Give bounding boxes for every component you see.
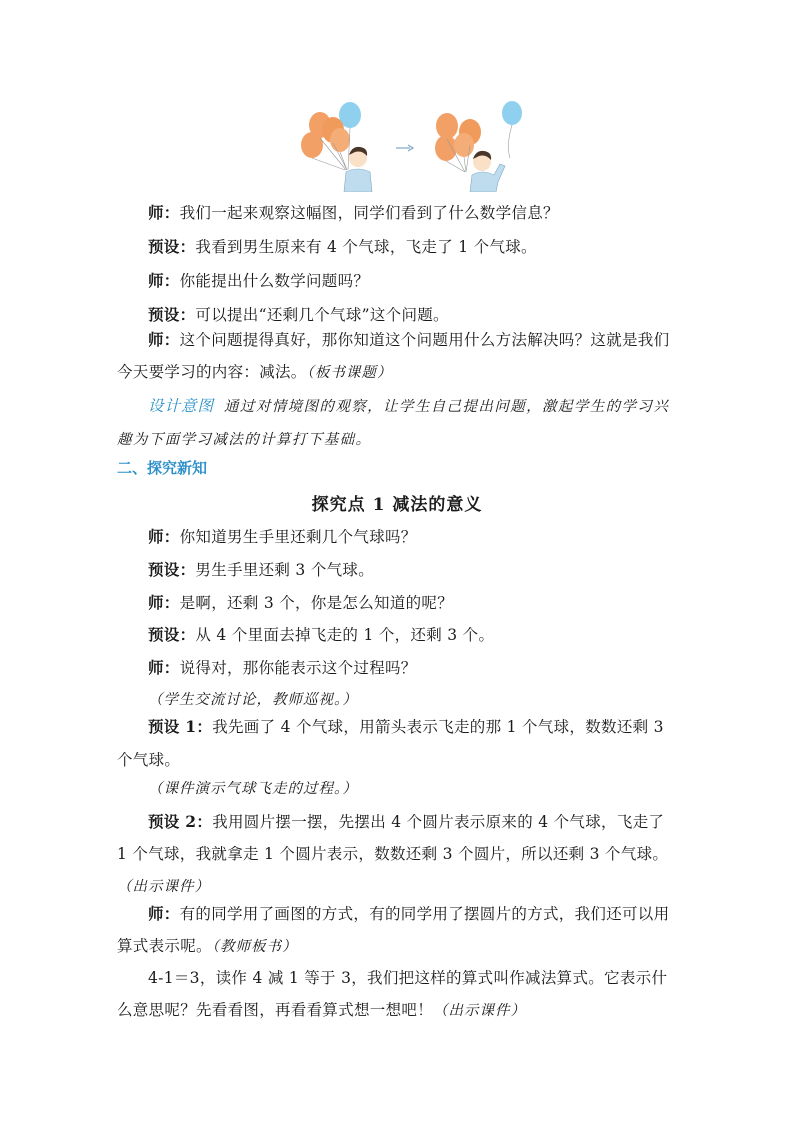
dialogue-line-3 <box>117 588 677 618</box>
line-text: 男生手里还剩 3 个气球。 <box>195 561 375 579</box>
speaker-label: 预设 1： <box>148 717 213 736</box>
balloon-orange-r3 <box>435 135 457 161</box>
speaker-label: 师： <box>148 330 180 349</box>
intro-line-2 <box>117 232 677 262</box>
board-note: （教师板书） <box>211 939 298 955</box>
speaker-label: 预设 2： <box>148 812 213 831</box>
formula-paragraph <box>117 962 677 1027</box>
design-intent-label: 设计意图 <box>148 397 215 415</box>
dialogue-line-5 <box>117 653 677 683</box>
speaker-label: 师： <box>148 527 180 546</box>
courseware-note: （出示课件） <box>117 879 210 895</box>
speaker-label: 师： <box>148 271 180 290</box>
courseware-note: （课件演示气球飞走的过程。） <box>148 781 358 797</box>
design-intent <box>117 390 677 456</box>
dialogue-line-4 <box>117 620 677 650</box>
balloon-blue-flying <box>502 101 522 125</box>
speaker-label: 师： <box>148 658 180 677</box>
discussion-note: （学生交流讨论，教师巡视。） <box>148 692 358 708</box>
boy-after-one-balloon-flew <box>435 101 522 192</box>
teacher-board-line <box>117 898 677 963</box>
speaker-label: 预设： <box>148 237 196 256</box>
preset-1 <box>117 710 677 777</box>
line-text: 这个问题提得真好，那你知道这个问题用什么方法解决吗？这就是我们今天要学习的内容：减法。 <box>117 331 670 381</box>
speaker-label: 预设： <box>148 305 196 324</box>
design-intent-text: 通过对情境图的观察，让学生自己提出问题，激起学生的学习兴趣为下面学习减法的计算打下基础。 <box>117 399 670 448</box>
topic-title: 探究点 1 减法的意义 <box>311 495 483 515</box>
dialogue-line-1 <box>117 522 677 552</box>
line-text: 有的同学用了画图的方式，有的同学用了摆圆片的方式，我们还可以用算式表示呢。 <box>117 905 670 955</box>
intro-line-5 <box>117 324 677 389</box>
arrow-icon <box>396 145 413 151</box>
line-text: 可以提出“还剩几个气球”这个问题。 <box>195 306 449 324</box>
speaker-label: 师： <box>148 904 180 923</box>
line-text: 我看到男生原来有 4 个气球，飞走了 1 个气球。 <box>195 238 537 256</box>
line-text: 是啊，还剩 3 个，你是怎么知道的呢？ <box>179 594 454 612</box>
line-text: 你知道男生手里还剩几个气球吗？ <box>179 528 417 546</box>
speaker-label: 师： <box>148 203 180 222</box>
line-text: 说得对，那你能表示这个过程吗？ <box>179 659 417 677</box>
board-note: （板书课题） <box>306 365 393 381</box>
line-text: 4-1＝3，读作 4 减 1 等于 3，我们把这样的算式叫作减法算式。它表示什么意思呢？先看看图，再看看算式想一想吧！ <box>117 969 668 1019</box>
courseware-note: （出示课件） <box>433 1003 527 1019</box>
intro-line-3 <box>117 266 677 296</box>
preset-2 <box>117 806 677 903</box>
line-text: 我们一起来观察这幅图，同学们看到了什么数学信息？ <box>179 204 559 222</box>
boy-with-four-balloons <box>301 102 372 192</box>
line-text: 我先画了 4 个气球，用箭头表示飞走的那 1 个气球，数数还剩 3 个气球。 <box>117 718 664 769</box>
speaker-label: 预设： <box>148 625 196 644</box>
balloon-orange-4 <box>330 128 350 152</box>
section-heading: 二、探究新知 <box>117 459 208 477</box>
balloon-orange-3 <box>301 132 323 158</box>
line-text: 我用圆片摆一摆，先摆出 4 个圆片表示原来的 4 个气球，飞走了 1 个气球，我就拿走 1 个圆片表示，数数还剩 3 个圆片，所以还剩 3 个气球。 <box>117 813 669 863</box>
balloon-illustration <box>300 100 530 192</box>
speaker-label: 师： <box>148 593 180 612</box>
line-text: 从 4 个里面去掉飞走的 1 个，还剩 3 个。 <box>195 626 495 644</box>
balloon-orange-r4 <box>454 133 474 157</box>
line-text: 你能提出什么数学问题吗？ <box>179 272 370 290</box>
dialogue-line-2 <box>117 555 677 585</box>
speaker-label: 预设： <box>148 560 196 579</box>
intro-line-1 <box>117 198 677 228</box>
